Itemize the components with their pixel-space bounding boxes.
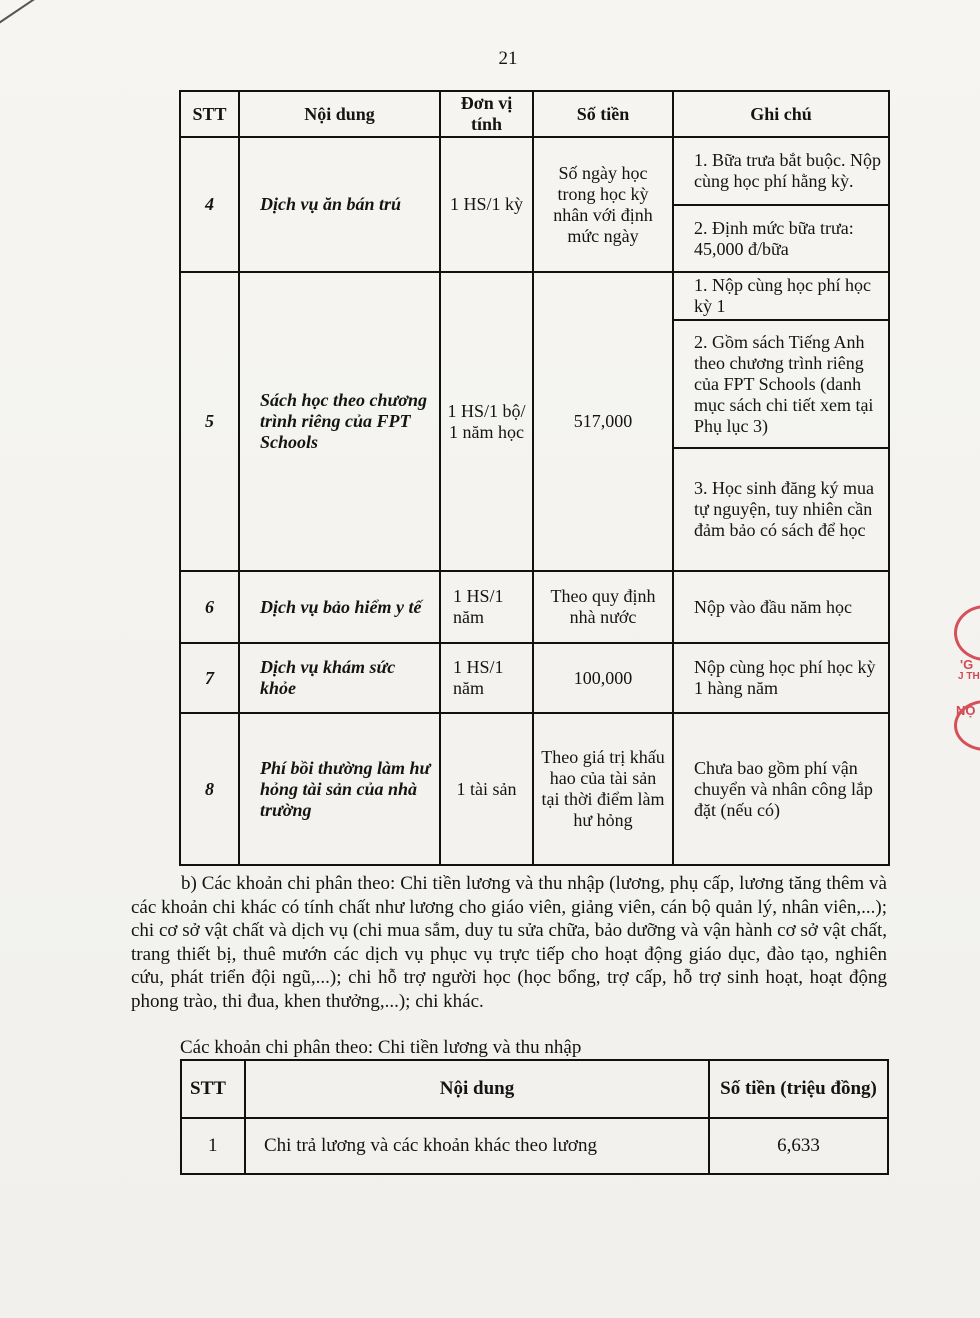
row-unit: 1 tài sản bbox=[440, 713, 533, 865]
page-number: 21 bbox=[498, 48, 518, 69]
row-unit: 1 HS/1 kỳ bbox=[440, 137, 533, 272]
header-content: Nội dung bbox=[239, 91, 440, 137]
header-notes: Ghi chú bbox=[673, 91, 889, 137]
row-content: Phí bồi thường làm hư hỏng tài sản của nhà trường bbox=[239, 713, 440, 865]
row-amount: Theo giá trị khấu hao của tài sản tại thời điểm làm hư hỏng bbox=[533, 713, 673, 865]
row-unit: 1 HS/1 năm bbox=[440, 571, 533, 643]
table-row bbox=[180, 137, 889, 205]
row-note: 1. Nộp cùng học phí học kỳ 1 bbox=[673, 272, 889, 320]
row-amount: 100,000 bbox=[533, 643, 673, 713]
row-amount: Theo quy định nhà nước bbox=[533, 571, 673, 643]
row-note: 2. Gồm sách Tiếng Anh theo chương trình riêng của FPT Schools (danh mục sách chi tiết xem tại Phụ lục 3) bbox=[673, 320, 889, 448]
stamp-text-1: 'G bbox=[960, 657, 974, 672]
row-content: Dịch vụ bảo hiểm y tế bbox=[239, 571, 440, 643]
row-unit: 1 HS/1 bộ/ 1 năm học bbox=[440, 272, 533, 571]
header-stt: STT bbox=[180, 91, 239, 137]
salary-table-caption: Các khoản chi phân theo: Chi tiền lương và thu nhập bbox=[180, 1037, 582, 1058]
row-content: Dịch vụ ăn bán trú bbox=[239, 137, 440, 272]
row-unit: 1 HS/1 năm bbox=[440, 643, 533, 713]
row-note: Chưa bao gồm phí vận chuyển và nhân công lắp đặt (nếu có) bbox=[673, 713, 889, 865]
paragraph-b bbox=[131, 872, 887, 1013]
row-stt: 8 bbox=[180, 713, 239, 865]
table-row bbox=[180, 272, 889, 320]
fee-table bbox=[179, 90, 890, 866]
row-stt: 4 bbox=[180, 137, 239, 272]
row-content: Dịch vụ khám sức khỏe bbox=[239, 643, 440, 713]
row-note: Nộp cùng học phí học kỳ 1 hàng năm bbox=[673, 643, 889, 713]
salary-row-amount: 6,633 bbox=[709, 1118, 888, 1174]
stamp-text-2: J TH bbox=[958, 671, 980, 682]
row-stt: 7 bbox=[180, 643, 239, 713]
header-unit: Đơn vị tính bbox=[440, 91, 533, 137]
salary-header-stt: STT bbox=[181, 1060, 245, 1118]
row-amount: 517,000 bbox=[533, 272, 673, 571]
salary-row-stt: 1 bbox=[181, 1118, 245, 1174]
row-stt: 5 bbox=[180, 272, 239, 571]
paragraph-b-text: b) Các khoản chi phân theo: Chi tiền lương và thu nhập (lương, phụ cấp, lương tăng thêm và các khoản chi khác có tính chất như lương cho giáo viên, giảng viên, cán bộ quản lý, nhân viên,...); chi cơ sở vật chất và dịch vụ (chi mua sắm, duy tu sửa chữa, bảo dưỡng và vận hành cơ sở vật chất, trang thiết bị, thuê mướn các dịch vụ phục vụ trực tiếp cho hoạt động giáo dục, đào tạo, nghiên cứu, phát triển đội ngũ,...); chi hỗ trợ người học (học bổng, trợ cấp, hỗ trợ sinh hoạt, hoạt động phong trào, thi đua, khen thưởng,...); chi khác. bbox=[131, 873, 887, 1012]
stamp-arc-top bbox=[954, 605, 980, 661]
table-row bbox=[181, 1118, 888, 1174]
header-amount: Số tiền bbox=[533, 91, 673, 137]
row-amount: Số ngày học trong học kỳ nhân với định mức ngày bbox=[533, 137, 673, 272]
row-note: 3. Học sinh đăng ký mua tự nguyện, tuy nhiên cần đảm bảo có sách để học bbox=[673, 448, 889, 571]
table-row bbox=[180, 571, 889, 643]
stamp-text-3: NỘ bbox=[956, 703, 976, 718]
row-note: 1. Bữa trưa bắt buộc. Nộp cùng học phí hằng kỳ. bbox=[673, 137, 889, 205]
table-row bbox=[180, 713, 889, 865]
salary-table bbox=[180, 1059, 889, 1175]
row-note: 2. Định mức bữa trưa: 45,000 đ/bữa bbox=[673, 205, 889, 272]
red-stamp bbox=[950, 605, 980, 755]
corner-scan-line bbox=[0, 0, 82, 30]
salary-header-amount: Số tiền (triệu đồng) bbox=[709, 1060, 888, 1118]
salary-row-content: Chi trả lương và các khoản khác theo lương bbox=[245, 1118, 709, 1174]
salary-table-header-row bbox=[181, 1060, 888, 1118]
salary-header-content: Nội dung bbox=[245, 1060, 709, 1118]
row-content: Sách học theo chương trình riêng của FPT Schools bbox=[239, 272, 440, 571]
row-stt: 6 bbox=[180, 571, 239, 643]
table-row bbox=[180, 643, 889, 713]
fee-table-header-row bbox=[180, 91, 889, 137]
row-note: Nộp vào đầu năm học bbox=[673, 571, 889, 643]
